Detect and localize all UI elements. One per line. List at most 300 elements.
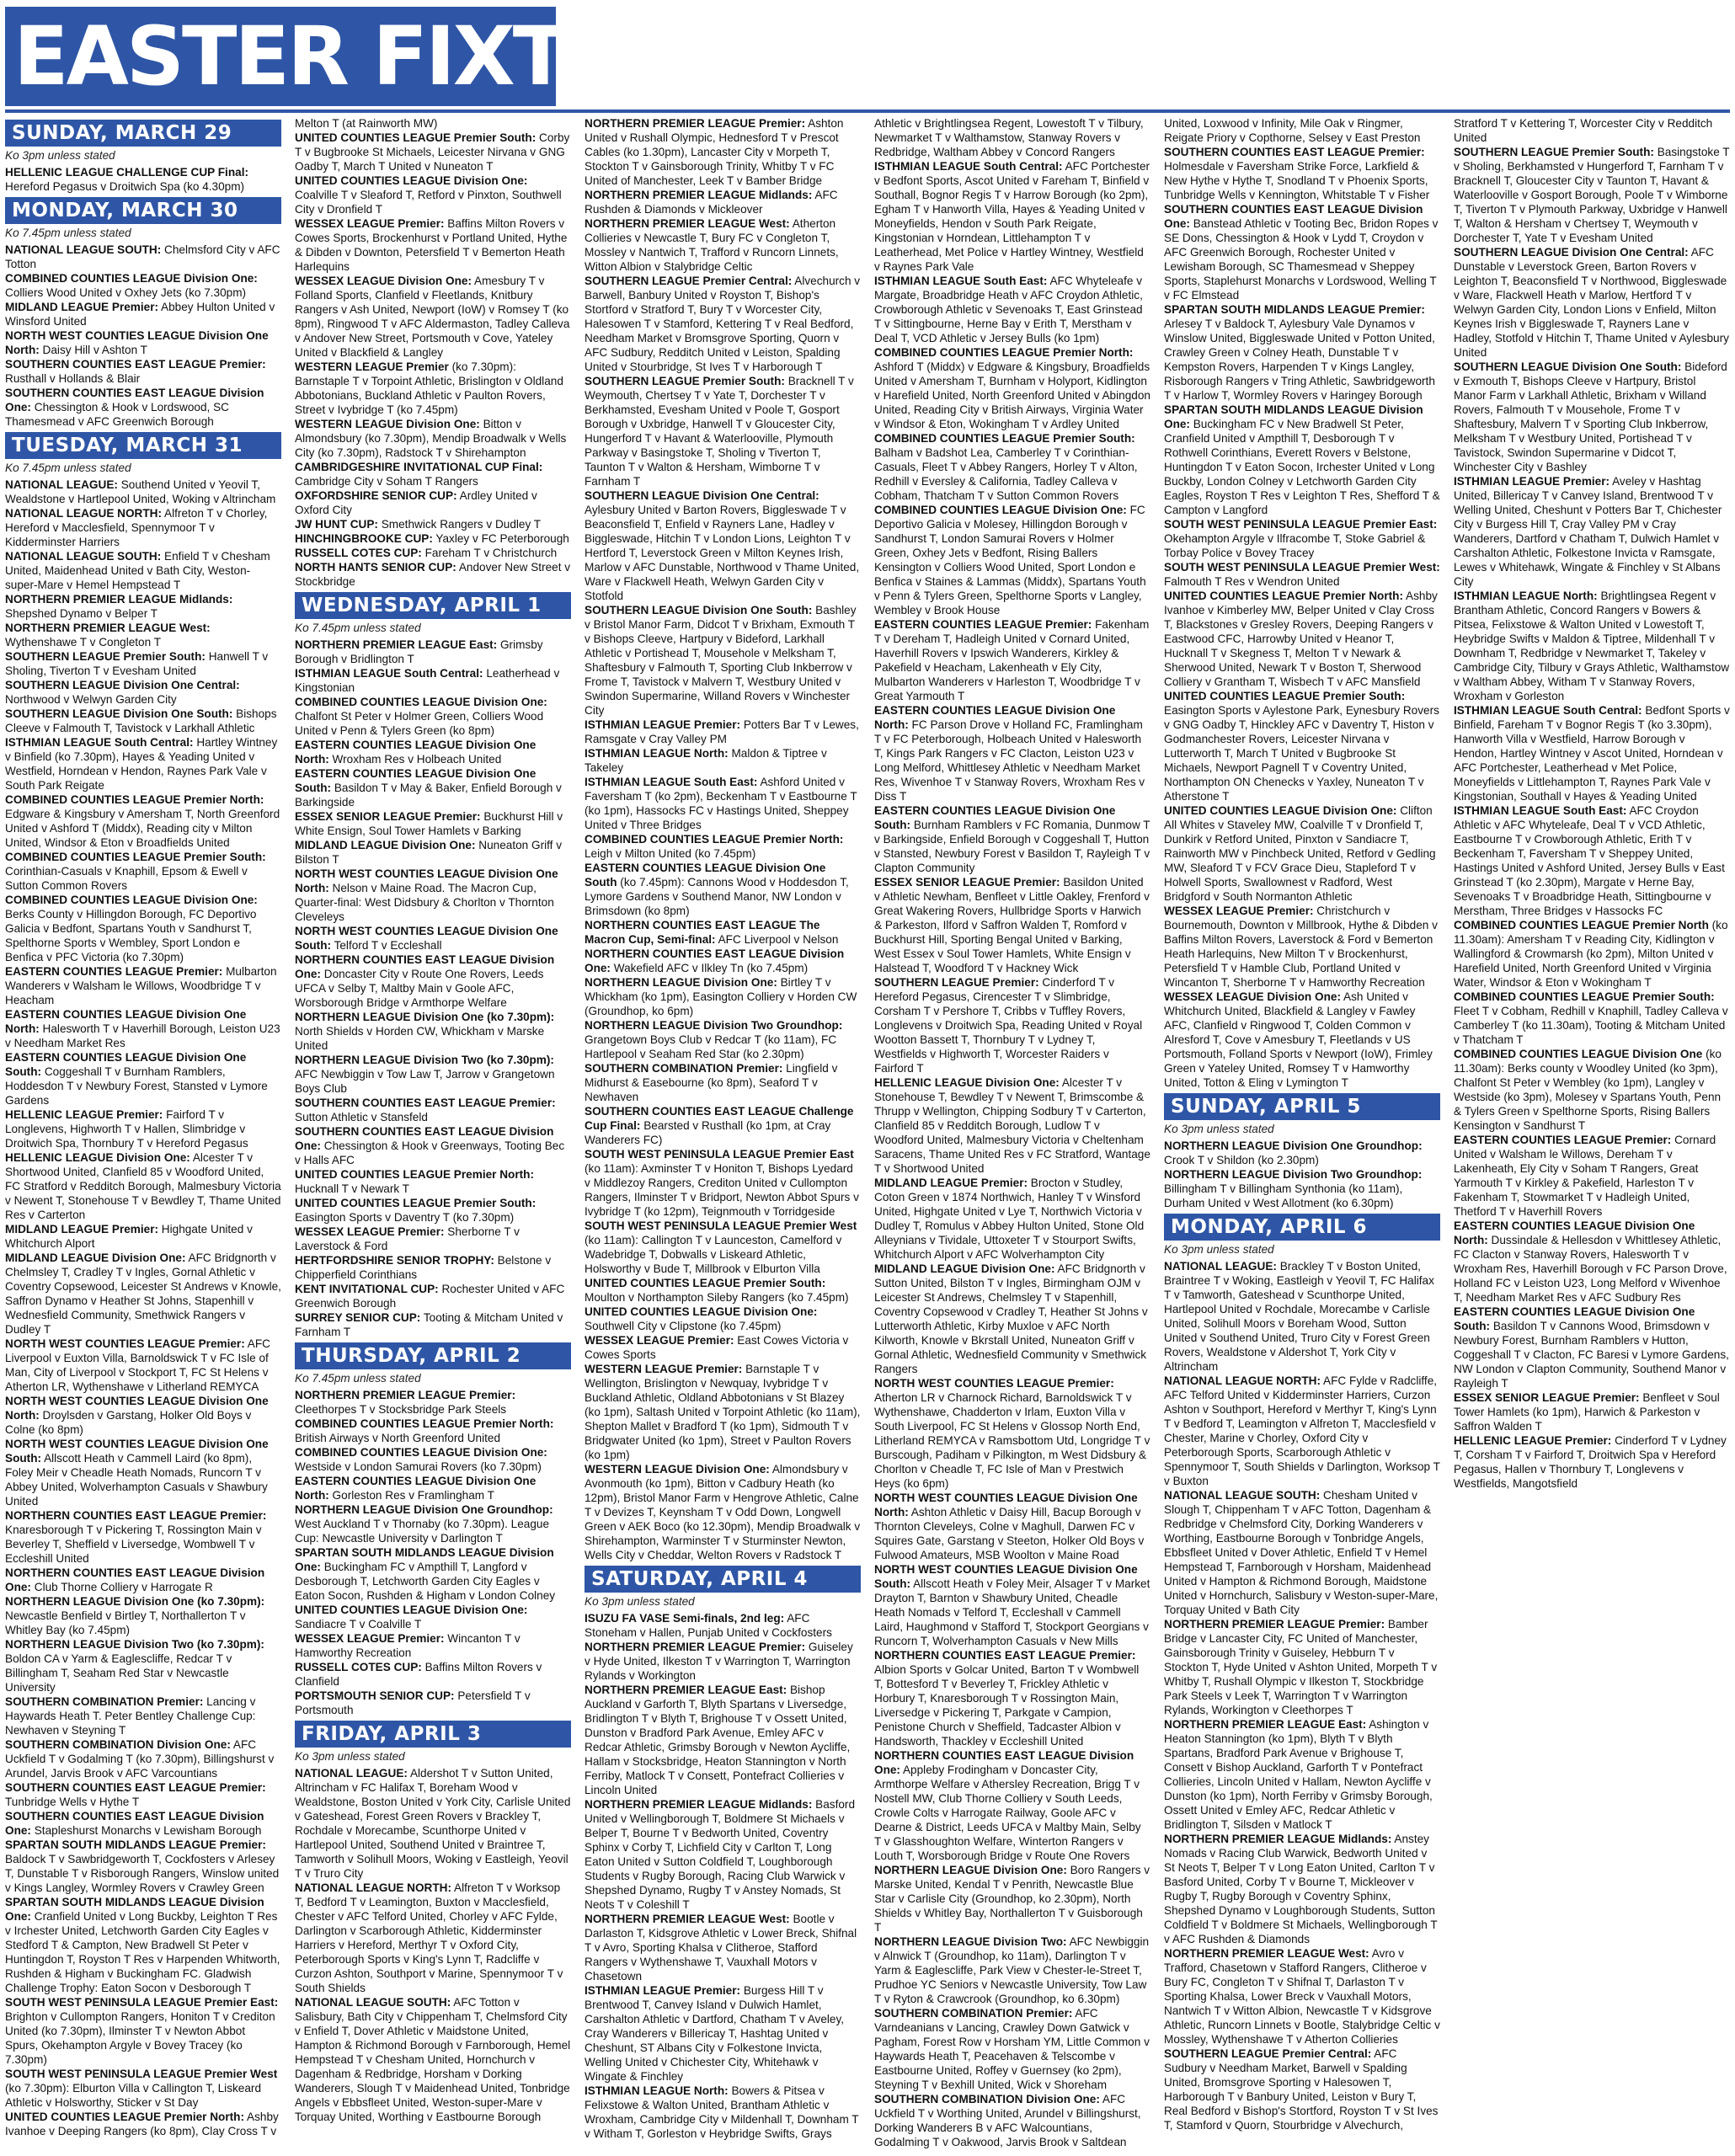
competition-name: NORTH WEST COUNTIES LEAGUE Division One North:: [874, 1492, 1138, 1518]
fixture-entry: [5, 549, 281, 592]
fixture-matches: Bishop Auckland v Garforth T, Blyth Spartans v Liversedge, Bridlington T v Blyth T, Brighouse T v Ossett United, Dunston v Bradford Park Avenue, Emley AFC v Redcar Athletic, Grimsby Borough v Newton Aycliffe, Hallam v Stocksbridge, Heaton Stannington v North Ferriby, Matlock T v Consett, Pontefract Collieries v Lincoln United: [585, 1684, 851, 1796]
competition-name: NORTHERN LEAGUE Division Two (ko 7.30pm):: [5, 1638, 264, 1651]
fixture-matches: Belstone v Chipperfield Corinthians: [295, 1254, 552, 1281]
fixture-matches: Brocton v Studley, Coton Green v 1874 Northwich, Hanley T v Winsford United, Highgate United v Lye T, Northwich Victoria v Dudley T, Romulus v Abbey Hulton United, Stone Old Alleynians v Tividale, Uttoxeter T v Stourport Swifts, Whitchurch Alport v AFC Wolverhampton City: [874, 1177, 1145, 1261]
fixture-matches: Clifton All Whites v Staveley MW, Coalville T v Dronfield T, Dunkirk v Retford United, Pinxton v Sandiacre T, Rainworth MW v Pinchbeck United, Retford v Gedling MW, Sleaford T v FCV Grace Dieu, Stapleford T v Holwell Sports, Swallownest v Radford, West Bridgford v South Normanton Athletic: [1164, 804, 1436, 903]
fixture-matches: Basford United v Wellingborough T, Boldmere St Michaels v Belper T, Bourne T v Bedworth United, Coventry Sphinx v Corby T, Lichfield City v Carlton T, Long Eaton United v Sutton Coldfield T, Loughborough Students v Rugby Borough, Racing Club Warwick v Shepshed Dynamo, Rugby T v Anstey Nomads, St Neots T v Coleshill T: [585, 1798, 855, 1911]
fixture-matches: (ko 7.30pm): Elburton Villa v Callington T, Liskeard Athletic v Holsworthy, Sticker v St Day: [5, 2082, 261, 2109]
fixture-entry: [1454, 245, 1730, 360]
competition-name: NORTH WEST COUNTIES LEAGUE Division One South:: [295, 925, 558, 952]
fixture-matches: Buckhurst Hill v White Ensign, Soul Tower Hamlets v Barking: [295, 810, 563, 837]
fixture-entry: [1454, 990, 1730, 1047]
competition-name: OXFORDSHIRE SENIOR CUP:: [295, 489, 457, 502]
competition-name: MIDLAND LEAGUE Division One:: [874, 1262, 1055, 1275]
fixture-entry: [1164, 1832, 1440, 1946]
fixture-matches: Chessington & Hook v Greenways, Tooting Bec v Halls AFC: [295, 1139, 565, 1166]
competition-name: NORTHERN LEAGUE Division One (ko 7.30pm):: [5, 1595, 265, 1608]
fixture-entry: [874, 1648, 1150, 1748]
day-header: FRIDAY, APRIL 3: [295, 1721, 571, 1748]
fixture-entry: [5, 1594, 281, 1637]
fixture-entry: [874, 159, 1150, 274]
fixture-entry: [295, 1474, 571, 1502]
fixture-matches: Yaxley v FC Peterborough: [432, 532, 569, 545]
fixture-matches: Chesham United v Slough T, Chippenham T v AFC Totton, Dagenham & Redbridge v Chelmsford City, Dorking Wanderers v Worthing, Eastbourne Borough v Tonbridge Angels, Ebbsfleet United v Dover Athletic, Enfield T v Hemel Hempstead T, Farnborough v Horsham, Maidenhead United v Hampton & Richmond Borough, Maidstone United v Hornchurch, Salisbury v Weston-super-Mare, Torquay United v Bath City: [1164, 1489, 1439, 1616]
fixture-matches: Fleet T v Cobham, Redhill v Knaphill, Tadley Calleva v Camberley T (ko 11.30am), Tooting & Mitcham United v Thatcham T: [1454, 1005, 1728, 1046]
fixture-entry: [295, 867, 571, 924]
fixture-entry: [585, 216, 861, 274]
fixture-entry: [5, 1222, 281, 1251]
competition-name: NORTHERN PREMIER LEAGUE Premier:: [295, 1389, 516, 1401]
fixture-matches: Southend United v Yeovil T, Wealdstone v Hartlepool United, Woking v Altrincham: [5, 478, 276, 505]
fixture-entry: [874, 345, 1150, 431]
kickoff-note: Ko 3pm unless stated: [1164, 1123, 1274, 1135]
fixture-matches: Bamber Bridge v Lancaster City, FC United of Manchester, Gainsborough Trinity v Guiseley, Hebburn T v Stockton T, Hyde United v Ashton United, Morpeth T v Whitby T, Rushall Olympic v Ilkeston T, Stockbridge Park Steels v Leek T, Warrington T v Warrington Rylands, Workington v Cleethorpes T: [1164, 1618, 1438, 1716]
fixture-matches: Club Thorne Colliery v Harrogate R: [30, 1581, 213, 1593]
competition-name: NATIONAL LEAGUE NORTH:: [295, 1881, 452, 1894]
fixture-entry: [1454, 918, 1730, 990]
competition-name: NORTHERN PREMIER LEAGUE East:: [295, 638, 498, 651]
fixture-entry: [5, 271, 281, 300]
competition-name: SOUTH WEST PENINSULA LEAGUE Premier West: [5, 2068, 278, 2080]
fixture-matches: Nuneaton Griff v Bilston T: [295, 839, 563, 866]
competition-name: NORTHERN COUNTIES EAST LEAGUE Premier:: [874, 1649, 1136, 1662]
competition-name: MIDLAND LEAGUE Division One:: [5, 1251, 186, 1264]
fixture-matches: Amesbury T v Folland Sports, Clanfield v Fleetlands, Knitbury Rangers v Ash United, Newport (IoW) v Romsey T (ko 8pm), Ringwood T v AFC Aldermaston, Tadley Calleva v Andover New Street, Portsmouth v Cove, Yateley United v Blackfield & Langley: [295, 275, 570, 359]
fixture-entry: [1454, 1390, 1730, 1433]
fixture-matches: FC Deportivo Galicia v Molesey, Hillingdon Borough v Sandhurst T, London Samurai Rovers v Holmer Green, Oxhey Jets v Bedfont, Rising Ballers Kensington v Colliers Wood United, Sport London e Benfica v Staines & Lammas (Middx), Spartans Youth v Penn & Tylers Green, Spelthorne Sports v Langley, Wembley v Brook House: [874, 504, 1146, 616]
fixture-entry: [5, 1566, 281, 1594]
fixture-entry: [295, 274, 571, 360]
competition-name: SOUTHERN COMBINATION Premier:: [874, 2007, 1073, 2020]
fixture-entry: [5, 621, 281, 649]
competition-name: NORTHERN COUNTIES EAST LEAGUE Division One:: [874, 1749, 1134, 1776]
fixture-entry: [874, 1748, 1150, 1863]
fixture-matches: Bootle v Darlaston T, Kidsgrove Athletic v Lower Breck, Shifnal T v Avro, Sporting Khalsa v Clitheroe, Stafford Rangers v Wythenshawe T, Vauxhall Motors v Chasetown: [585, 1913, 857, 1983]
fixture-matches: Tunbridge Wells v Hythe T: [5, 1796, 140, 1808]
fixture-entry: [5, 478, 281, 506]
fixture-matches: Smethwick Rangers v Dudley T: [377, 518, 542, 531]
competition-name: SOUTHERN LEAGUE Premier:: [874, 976, 1039, 989]
competition-name: SOUTHERN LEAGUE Division One South:: [585, 604, 813, 616]
fixture-entry: [295, 1445, 571, 1474]
fixture-matches: Bowers & Pitsea v Felixstowe & Walton United, Brantham Athletic v Wroxham, Cambridge City v Mildenhall T, Downham T v Witham T, Gorleston v Heybridge Swifts, Grays Athletic v Brightlingsea Regent, Lowestoft T v Tilbury, Newmarket T v Walthamstow, Stanway Rovers v Redbridge, Waltham Abbey v Concord Rangers: [585, 117, 1144, 2140]
fixture-matches: Daisy Hill v Ashton T: [39, 344, 147, 356]
competition-name: UNITED COUNTIES LEAGUE Premier South:: [585, 1277, 826, 1289]
competition-name: SOUTHERN COUNTIES EAST LEAGUE Premier:: [1164, 146, 1425, 158]
fixture-entry: [5, 592, 281, 621]
fixture-entry: [295, 1196, 571, 1225]
competition-name: SOUTH WEST PENINSULA LEAGUE Premier East: [585, 1148, 854, 1161]
competition-name: WESSEX LEAGUE Division One:: [1164, 990, 1341, 1003]
competition-name: ESSEX SENIOR LEAGUE Premier:: [1454, 1391, 1640, 1404]
fixture-entry: [295, 638, 571, 666]
fixture-matches: Atherton Collieries v Newcastle T, Bury FC v Congleton T, Mossley v Nantwich T, Trafford v Runcorn Linnets, Witton Albion v Stalybridge Celtic: [585, 217, 839, 273]
competition-name: HERTFORDSHIRE SENIOR TROPHY:: [295, 1254, 494, 1267]
fixture-entry: [585, 746, 861, 775]
competition-name: NATIONAL LEAGUE SOUTH:: [295, 1996, 451, 2009]
fixture-entry: [5, 1780, 281, 1809]
fixture-matches: Easington Sports v Daventry T (ko 7.30pm): [295, 1211, 515, 1224]
competition-name: NORTHERN PREMIER LEAGUE West:: [585, 217, 790, 230]
competition-name: SPARTAN SOUTH MIDLANDS LEAGUE Premier:: [1164, 303, 1425, 316]
fixture-entry: [5, 1050, 281, 1107]
competition-name: ISTHMIAN LEAGUE South East:: [585, 776, 758, 788]
fixture-matches: Coalville T v Sleaford T, Retford v Pinxton, Southwell City v Dronfield T: [295, 189, 562, 216]
competition-name: UNITED COUNTIES LEAGUE Premier North:: [295, 1168, 534, 1181]
fixture-matches: Hucknall T v Newark T: [295, 1182, 409, 1195]
competition-name: HELLENIC LEAGUE Premier:: [1454, 1434, 1612, 1447]
competition-name: SOUTHERN LEAGUE Division One South:: [1454, 360, 1682, 373]
competition-name: WESSEX LEAGUE Premier:: [295, 1225, 445, 1238]
fixture-matches: Rochester United v AFC Greenwich Borough: [295, 1283, 565, 1310]
competition-name: COMBINED COUNTIES LEAGUE Premier North:: [295, 1417, 554, 1430]
fixture-entry: [585, 374, 861, 488]
competition-name: HELLENIC LEAGUE Division One:: [5, 1151, 190, 1164]
fixture-matches: Cornard United v Walsham le Willows, Dereham T v Lakenheath, Ely City v Soham T Rangers, Great Yarmouth T v Kirkley & Pakefield, Harleston T v Fakenham T, Stowmarket T v Hadleigh United, Thetford T v Haverhill Rovers: [1454, 1134, 1716, 1218]
fixture-matches: (ko 11am): Axminster T v Honiton T, Bishops Lyedard v Middlezoy Rangers, Crediton United v Cullompton Rangers, Ilminster T v Bridport, Newton Abbot Spurs v Ivybridge T (ko 12pm), Teignmouth v Torridgeside: [585, 1162, 859, 1218]
fixture-matches: FC Parson Drove v Holland FC, Framlingham T v FC Peterborough, Holbeach United v Halesworth T, Kings Park Rangers v FC Clacton, Leiston U23 v Long Melford, Whittlesey Athletic v Needham Market Res, Wivenhoe T v Stanway Rovers, Wroxham Res v Diss T: [874, 718, 1145, 803]
competition-name: NORTHERN PREMIER LEAGUE Premier:: [1164, 1618, 1385, 1630]
competition-name: ISTHMIAN LEAGUE North:: [585, 747, 729, 760]
competition-name: NORTHERN LEAGUE Division One:: [874, 1864, 1067, 1876]
competition-name: ISTHMIAN LEAGUE South Central:: [5, 736, 194, 749]
competition-name: SOUTH WEST PENINSULA LEAGUE Premier West:: [1164, 561, 1440, 574]
competition-name: NORTH WEST COUNTIES LEAGUE Division One South:: [874, 1563, 1138, 1590]
fixture-entry: [1164, 1488, 1440, 1617]
fixture-matches: Billingham T v Billingham Synthonia (ko 11am), Durham United v West Allotment (ko 6.30pm): [1164, 1182, 1403, 1209]
fixture-matches: AFC Rushden & Diamonds v Mickleover: [585, 189, 838, 216]
fixture-matches: AFC Newbiggin v Alnwick T (Groundhop, ko 11am), Darlington T v Yarm & Eaglescliffe, Park View v Chester-le-Street T, Prudhoe YC Seniors v Newcastle University, Tow Law T v Ryton & Crawcrook (Groundhop, ko 6.30pm): [874, 1935, 1150, 2005]
fixture-entry: [585, 1983, 861, 2084]
competition-name: ISUZU FA VASE Semi-finals, 2nd leg:: [585, 1612, 785, 1625]
competition-name: NORTHERN COUNTIES EAST LEAGUE Division One:: [295, 953, 555, 980]
fixture-entry: [295, 1096, 571, 1124]
kickoff-note: Ko 7.45pm unless stated: [5, 227, 131, 239]
competition-name: EASTERN COUNTIES LEAGUE Division One South:: [1454, 1305, 1695, 1332]
fixture-matches: Cinderford T v Lydney T, Corsham T v Fairford T, Droitwich Spa v Hereford Pegasus, Hallen v Thornbury T, Longlevens v Westfields, Mangotsfield: [1454, 1434, 1727, 1490]
competition-name: SOUTHERN LEAGUE Premier South:: [5, 650, 206, 663]
fixture-matches: Doncaster City v Route One Rovers, Leeds UFCA v Selby T, Maltby Main v Goole AFC, Worsborough Bridge v Armthorpe Welfare: [295, 968, 544, 1009]
competition-name: MIDLAND LEAGUE Premier:: [5, 301, 159, 313]
fixture-entry: [295, 1545, 571, 1603]
fixture-entry: [295, 809, 571, 838]
competition-name: COMBINED COUNTIES LEAGUE Premier North:: [5, 793, 264, 806]
fixture-matches: Aylesbury United v Barton Rovers, Biggleswade T v Beaconsfield T, Enfield v Rayners Lane, Hadley v Biggleswade, Hitchin T v London Lions, Leighton T v Hertford T, Leverstock Green v Milton Keynes Irish, Marlow v AFC Dunstable, Northwood v Thame United, Ware v Flackwell Heath, Welwyn Garden City v Stotfold: [585, 504, 860, 602]
kickoff-note: Ko 3pm unless stated: [295, 1750, 405, 1763]
fixture-entry: [1164, 904, 1440, 990]
competition-name: SOUTH WEST PENINSULA LEAGUE Premier East:: [1164, 518, 1438, 531]
fixture-entry: [295, 131, 571, 173]
competition-name: ISTHMIAN LEAGUE Premier:: [585, 1984, 741, 1997]
fixture-entry: [295, 517, 571, 531]
fixture-matches: Bearsted v Rusthall (ko 1pm, at Cray Wanderers FC): [585, 1119, 831, 1146]
fixture-entry: [295, 1253, 571, 1282]
competition-name: HELLENIC LEAGUE Division One:: [874, 1076, 1060, 1089]
fixture-entry: [5, 1437, 281, 1508]
fixture-matches: Fairford T v Longlevens, Highworth T v Hallen, Slimbridge v Droitwich Spa, Thornbury T v Hereford Pegasus: [5, 1108, 248, 1150]
fixture-matches: Bashley v Bristol Manor Farm, Didcot T v Brixham, Exmouth T v Bishops Cleeve, Hartpury v Bideford, Larkhall Athletic v Portishead T, Mousehole v Melksham T, Shaftesbury v Falmouth T, Sporting Club Inkberrow v Frome T, Tavistock v Malvern T, Westbury United v Swindon Supermarine, Willand Rovers v Winchester City: [585, 604, 857, 717]
fixture-entry: [5, 1007, 281, 1050]
competition-name: NATIONAL LEAGUE NORTH:: [5, 507, 163, 520]
fixture-matches: AFC Uckfield T v Worthing United, Arundel v Billingshurst, Dorking Wanderers B v AFC Walcountians, Godalming T v Oakwood, Jarvis Brook v Saltdean United, Loxwood v Infinity, Mile Oak v Ringmer, Reigate Priory v Copthorne, Selsey v East Preston: [874, 117, 1421, 2148]
competition-name: SOUTHERN LEAGUE Premier Central:: [1164, 2047, 1372, 2060]
fixture-entry: [585, 488, 861, 603]
fixture-matches: Stapleshurst Monarchs v Lewisham Borough: [30, 1824, 262, 1837]
day-header: MONDAY, APRIL 6: [1164, 1214, 1440, 1241]
competition-name: NORTHERN PREMIER LEAGUE West:: [5, 622, 211, 634]
fixture-entry: [295, 1766, 571, 1881]
fixture-matches: Ashford United v Faversham T (ko 2pm), Beckenham T v Eastbourne T (ko 1pm), Hassocks FC v Hastings United, Sheppey United v Three Bridges: [585, 776, 857, 831]
competition-name: NORTH WEST COUNTIES LEAGUE Division One South:: [5, 1438, 269, 1465]
fixture-entry: [295, 1417, 571, 1445]
fixture-entry: [1164, 1259, 1440, 1374]
fixture-entry: [585, 603, 861, 718]
competition-name: NORTHERN LEAGUE Division One:: [585, 976, 777, 989]
fixture-matches: AFC Liverpool v Euxton Villa, Barnoldswick T v FC Isle of Man, City of Liverpool v Stockport T, FC St Helens v Atherton LR, Wythenshawe v Litherland REMYCA: [5, 1337, 270, 1393]
fixture-entry: [295, 1010, 571, 1053]
competition-name: NORTHERN PREMIER LEAGUE Premier:: [585, 1641, 806, 1653]
fixture-matches: AFC Portchester v Bedfont Sports, Ascot United v Fareham T, Binfield v Southall, Bognor Regis T v Harrow Borough (ko 2pm), Egham T v Hanworth Villa, Hayes & Yeading United v Moneyfields, Hendon v South Park Reigate, Kingstonian v Horndean, Littlehampton T v Leatherhead, Met Police v Hartley Wintney, Westfield v Raynes Park Vale: [874, 160, 1150, 273]
fixture-entry: [874, 1863, 1150, 1935]
fixture-entry: [1164, 1139, 1440, 1167]
competition-name: ISTHMIAN LEAGUE North:: [585, 2084, 729, 2097]
fixture-entry: [585, 718, 861, 746]
fixtures-columns: [5, 116, 1730, 2151]
fixture-matches: Cranfield United v Long Buckby, Leighton T Res v Irchester United, Letchworth Garden City Eagles v Stedford T & Campton, New Bradwell St Peter v Huntingdon T, Royston T Res v Harpenden Whitworth, Rushden & Higham v Buckingham FC. Gladwish Challenge Trophy: Eaton Socon v Desborough T: [5, 1910, 280, 1994]
fixture-entry: [5, 735, 281, 792]
fixture-matches: Wroxham Res v Holbeach United: [328, 753, 502, 766]
fixture-matches: North Shields v Horden CW, Whickham v Marske United: [295, 1025, 545, 1052]
fixture-matches: Sutton Athletic v Stansfeld: [295, 1111, 428, 1123]
fixture-entry: [295, 460, 571, 488]
fixture-entry: [585, 1333, 861, 1362]
fixture-entry: [585, 1362, 861, 1462]
fixture-entry: [585, 1797, 861, 1912]
competition-name: SOUTHERN LEAGUE Premier South:: [1454, 146, 1654, 158]
fixture-matches: Lingfield v Midhurst & Easebourne (ko 8pm), Seaford T v Newhaven: [585, 1062, 838, 1103]
fixture-entry: [585, 1219, 861, 1276]
fixture-matches: Cleethorpes T v Stocksbridge Park Steels: [295, 1403, 507, 1416]
competition-name: SOUTHERN COUNTIES EAST LEAGUE Division One:: [295, 1125, 554, 1152]
competition-name: NORTHERN COUNTIES EAST LEAGUE Division One:: [585, 947, 845, 974]
fixture-entry: [295, 838, 571, 867]
competition-name: EASTERN COUNTIES LEAGUE Division One North:: [1454, 1219, 1695, 1246]
competition-name: NORTHERN PREMIER LEAGUE Midlands:: [5, 593, 233, 606]
fixture-entry: [585, 1061, 861, 1104]
fixture-matches: Highgate United v Whitchurch Alport: [5, 1223, 253, 1250]
fixture-entry: [1454, 703, 1730, 803]
fixture-entry: [5, 850, 281, 893]
fixture-matches: Leigh v Milton United (ko 7.45pm): [585, 847, 756, 860]
competition-name: SOUTHERN COMBINATION Premier:: [5, 1695, 204, 1708]
fixture-entry: [585, 832, 861, 861]
fixture-matches: Wakefield AFC v Ilkley Tn (ko 7.45pm): [610, 962, 809, 974]
fixture-entry: [295, 173, 571, 216]
fixture-entry: [1164, 1717, 1440, 1832]
fixture-matches: Cinderford T v Hereford Pegasus, Cirencester T v Slimbridge, Corsham T v Pershore T, Cribbs v Tuffley Rovers, Longlevens v Droitwich Spa, Reading United v Royal Wootton Bassett T, Thornbury T v Lydney T, Westfields v Highworth T, Worcester Raiders v Fairford T: [874, 976, 1143, 1075]
competition-name: EASTERN COUNTIES LEAGUE Division One South:: [295, 767, 537, 794]
fixture-entry: [5, 386, 281, 429]
fixture-matches: Baffins Milton Rovers v Cowes Sports, Brockenhurst v Portland United, Hythe & Dibden v Downton, Petersfield T v Bemerton Heath Harlequins: [295, 217, 568, 273]
fixture-matches: Arlesey T v Baldock T, Aylesbury Vale Dynamos v Winslow United, Biggleswade United v Potton United, Crawley Green v Colney Heath, Dunstable T v Kempston Rovers, Harpenden T v Kings Langley, Risborough Rangers v Tring Athletic, Sawbridgeworth T v Harlow T, Wormley Rovers v Haringey Borough: [1164, 318, 1435, 402]
kickoff-note: Ko 3pm unless stated: [1164, 1243, 1274, 1256]
fixture-matches: Bedfont Sports v Binfield, Fareham T v Bognor Regis T (ko 3.30pm), Hanworth Villa v Westfield, Harrow Borough v Hendon, Hartley Wintney v Ascot United, Horndean v AFC Portchester, Leatherhead v Met Police, Moneyfields v Littlehampton T, Raynes Park Vale v Kingstonian, Southall v Hayes & Yeading United: [1454, 704, 1730, 803]
competition-name: ISTHMIAN LEAGUE South East:: [1454, 804, 1627, 817]
fixture-entry: [585, 1912, 861, 1983]
fixture-entry: [295, 560, 571, 589]
fixture-matches: (ko 7.45pm): Cannons Wood v Hoddesdon T, Lymore Gardens v Southend Manor, NW London v Brimsdown (ko 8pm): [585, 876, 849, 917]
fixture-matches: Grangetown Boys Club v Redcar T (ko 11am), FC Hartlepool v Seaham Red Star (ko 2.30pm): [585, 1033, 837, 1060]
fixture-entry: [874, 1935, 1150, 2006]
fixture-matches: Bishops Cleeve v Falmouth T, Tavistock v Larkhall Athletic: [5, 707, 277, 734]
fixture-matches: AFC Fylde v Radcliffe, AFC Telford United v Kidderminster Harriers, Curzon Ashton v Southport, Hereford v Merthyr T, King's Lynn T v Bedford T, Leamington v Alfreton T, Macclesfield v Chester, Marine v Chorley, Oxford City v Peterborough Sports, Scarborough Athletic v Spennymoor T, South Shields v Darlington, Worksop T v Buxton: [1164, 1374, 1440, 1487]
fixture-entry: [295, 953, 571, 1010]
fixture-entry: [5, 1107, 281, 1150]
competition-name: COMBINED COUNTIES LEAGUE Premier South:: [1454, 990, 1715, 1003]
fixture-matches: Ashby Ivanhoe v Kimberley MW, Belper United v Clay Cross T, Blackstones v Gresley Rovers, Deeping Rangers v Eastwood CFC, Harrowby United v Heanor T, Hucknall T v Skegness T, Melton T v Newark & Sherwood United, Newark T v Boston T, Sherwood Colliery v Grantham T, Wisbech T v AFC Mansfield: [1164, 590, 1438, 688]
competition-name: EASTERN COUNTIES LEAGUE Division One South:: [5, 1051, 247, 1078]
fixture-entry: [295, 360, 571, 417]
competition-name: EASTERN COUNTIES LEAGUE Division One North:: [295, 739, 537, 766]
competition-name: ISTHMIAN LEAGUE Premier:: [1454, 475, 1610, 488]
fixture-entry: [585, 1611, 861, 1640]
competition-name: ISTHMIAN LEAGUE South Central:: [874, 160, 1063, 173]
competition-name: NORTHERN COUNTIES EAST LEAGUE The Macron Cup, Semi-final:: [585, 919, 820, 946]
fixture-matches: Gorleston Res v Framlingham T: [328, 1489, 494, 1502]
fixture-entry: [5, 964, 281, 1007]
fixture-matches: AFC Sudbury v Needham Market, Barwell v Spalding United, Bromsgrove Sporting v Halesowen T, Harborough T v Banbury United, Leiston v Bury T, Real Bedford v Bishop's Stortford, Royston T v St Ives T, Stamford v Quorn, Stourbridge v Alvechurch, Stratford T v Kettering T, Worcester City v Redditch United: [1164, 117, 1713, 2132]
fixture-matches: AFC Bridgnorth v Sutton United, Bilston T v Ingles, Birmingham OJM v Leicester St Andrews, Chelmsley T v Stapenhill, Coventry Copsewood v Cradley T, Heather St Johns v Lutterworth Athletic, Kirby Muxloe v AFC North Kilworth, Knowle v Bkrstall United, Nuneaton Griff v Gornal Athletic, Wednesfield Community v Smethwick Rangers: [874, 1262, 1148, 1375]
fixture-entry: [874, 1262, 1150, 1376]
competition-name: COMBINED COUNTIES LEAGUE Division One:: [295, 1446, 547, 1459]
fixture-matches: Barnstaple T v Wellington, Brislington v Newquay, Ivybridge T v Buckland Athletic, Oldland Abbotonians v St Blazey (ko 1pm), Saltash United v Torpoint Athletic (ko 11am), Shepton Mallet v Bradford T (ko 1pm), Sidmouth T v Bridgwater United (ko 1pm), Street v Paulton Rovers (ko 1pm): [585, 1363, 861, 1461]
fixture-matches: Basildon United v Athletic Newham, Benfleet v Little Oakley, Frenford v Great Wakering Rovers, Hullbridge Sports v Harwich & Parkeston, Ilford v Saffron Walden T, Romford v Buckhurst Hill, Sporting Bengal United v Barking, West Essex v Soul Tower Hamlets, White Ensign v Halstead T, Woodford T v Hackney Wick: [874, 876, 1150, 974]
fixture-matches: Corby T v Bugbrooke St Michaels, Leicester Nirvana v GNG Oadby T, March T United v Nuneaton T: [295, 131, 570, 173]
fixture-entry: [5, 707, 281, 735]
competition-name: SOUTHERN COUNTIES EAST LEAGUE Premier:: [295, 1097, 556, 1109]
fixture-matches: Basildon T v Cannons Wood, Brimsdown v Newbury Forest, Burnham Ramblers v Hutton, Coggeshall T v Clacton, FC Baresi v Lymore Gardens, NW London v Clapton Community, Southend Manor v Rayleigh T: [1454, 1320, 1729, 1390]
competition-name: EASTERN COUNTIES LEAGUE Division One North:: [874, 704, 1116, 731]
competition-name: UNITED COUNTIES LEAGUE Division One:: [585, 1305, 818, 1318]
competition-name: NORTHERN PREMIER LEAGUE Premier:: [585, 117, 806, 130]
fixture-entry: [295, 924, 571, 953]
fixture-matches: Ashford T (Middx) v Edgware & Kingsbury, Broadfields United v Amersham T, Burnham v Holyport, Kidlington v Harefield United, North Greenford United v Abingdon United, Reading City v British Airways, Virginia Water v Windsor & Eton, Wokingham T v Ardley United: [874, 360, 1150, 430]
fixture-entry: [874, 1562, 1150, 1648]
competition-name: SOUTHERN LEAGUE Division One Central:: [1454, 246, 1689, 259]
fixture-entry: [5, 1394, 281, 1437]
competition-name: NATIONAL LEAGUE SOUTH:: [5, 550, 162, 563]
fixture-matches: Christchurch v Bournemouth, Downton v Millbrook, Hythe & Dibden v Baffins Milton Rovers, Laverstock & Ford v Bemerton Heath Harlequins, New Milton T v Brockenhurst, Petersfield T v Hamble Club, Portland United v Wincanton T, Sherborne T v Hamworthy Recreation: [1164, 905, 1438, 989]
fixture-matches: Falmouth T Res v Wendron United: [1164, 575, 1340, 588]
competition-name: HELLENIC LEAGUE CHALLENGE CUP Final:: [5, 166, 249, 179]
competition-name: NORTHERN PREMIER LEAGUE West:: [585, 1913, 790, 1925]
fixture-matches: Cambridge City v Soham T Rangers: [295, 475, 478, 488]
fixture-entry: [585, 274, 861, 374]
day-header: MONDAY, MARCH 30: [5, 197, 281, 224]
fixture-entry: [295, 666, 571, 695]
competition-name: NORTH WEST COUNTIES LEAGUE Premier:: [874, 1377, 1114, 1390]
fixture-entry: [585, 918, 861, 947]
fixture-entry: [874, 431, 1150, 503]
fixture-matches: Guiseley v Hyde United, Ilkeston T v Warrington T, Warrington Rylands v Workington: [585, 1641, 853, 1682]
fixture-entry: [295, 1282, 571, 1310]
competition-name: SOUTH WEST PENINSULA LEAGUE Premier West: [585, 1219, 857, 1232]
fixture-entry: [5, 300, 281, 328]
fixture-entry: [295, 1631, 571, 1660]
fixture-entry: [5, 1150, 281, 1222]
fixture-matches: Knaresborough T v Pickering T, Rossington Main v Beverley T, Sheffield v Liversedge, Wombwell T v Eccleshill United: [5, 1524, 262, 1565]
fixture-entry: [874, 274, 1150, 345]
competition-name: SOUTHERN COMBINATION Division One:: [874, 2093, 1100, 2105]
fixture-matches: Newcastle Benfield v Birtley T, Northallerton T v Whitley Bay (ko 7.45pm): [5, 1609, 246, 1636]
fixture-matches: Petersfield T v Portsmouth: [295, 1689, 531, 1716]
competition-name: COMBINED COUNTIES LEAGUE Division One:: [874, 504, 1127, 516]
fixture-entry: [874, 975, 1150, 1075]
fixture-matches: Brighton v Cullompton Rangers, Honiton T v Crediton United (ko 7.30pm), Ilminster T v Newton Abbot Spurs, Okehampton Argyle v Bovey Tracey (ko 7.30pm): [5, 2010, 275, 2066]
fixture-matches: Allscott Heath v Cammell Laird (ko 8pm), Foley Meir v Cheadle Heath Nomads, Runcorn T v Abbey United, Wolverhampton Casuals v Shawbury United: [5, 1452, 268, 1508]
competition-name: UNITED COUNTIES LEAGUE Division One:: [295, 1604, 528, 1616]
competition-name: PORTSMOUTH SENIOR CUP:: [295, 1689, 455, 1702]
competition-name: SOUTHERN LEAGUE Division One South:: [5, 707, 233, 720]
competition-name: NORTH HANTS SENIOR CUP:: [295, 561, 456, 574]
fixture-matches: (ko 11.30am): Amersham T v Reading City, Kidlington v Wallingford & Crowmarsh (ko 2pm), Milton United v Harefield United, North Greenford United v Virginia Water, Windsor & Eton v Wokingham T: [1454, 919, 1728, 989]
competition-name: SOUTHERN COUNTIES EAST LEAGUE Premier:: [5, 358, 266, 371]
kickoff-note: Ko 7.45pm unless stated: [295, 622, 421, 634]
fixture-matches: Hartley Wintney v Binfield (ko 7.30pm), Hayes & Yeading United v Westfield, Horndean v Hendon, Raynes Park Vale v South Park Reigate: [5, 736, 278, 792]
fixture-matches: Westside v London Samurai Rovers (ko 7.30pm): [295, 1460, 542, 1473]
fixture-matches: Okehampton Argyle v Ilfracombe T, Stoke Gabriel & Torbay Police v Bovey Tracey: [1164, 532, 1426, 559]
fixture-entry: [874, 1075, 1150, 1176]
competition-name: JW HUNT CUP:: [295, 518, 378, 531]
fixture-matches: Bideford v Exmouth T, Bishops Cleeve v Hartpury, Bristol Manor Farm v Larkhall Athletic, Brixham v Willand Rovers, Falmouth T v Mousehole, Frome T v Shaftesbury, Malvern T v Sporting Club Inkberrow, Melksham T v Westbury United, Portishead T v Tavistock, Swindon Supermarine v Didcot T, Winchester City v Bashley: [1454, 360, 1727, 473]
fixture-matches: Boldon CA v Yarm & Eaglescliffe, Redcar T v Billingham T, Seaham Red Star v Newcastle University: [5, 1652, 232, 1694]
fixture-entry: [295, 1995, 571, 2124]
fixture-entry: [1454, 360, 1730, 474]
fixture-entry: [1164, 1946, 1440, 2047]
page-title: EASTER FIXTURES: [5, 7, 556, 106]
fixture-entry: [874, 1176, 1150, 1262]
fixture-entry: [874, 875, 1150, 975]
competition-name: SPARTAN SOUTH MIDLANDS LEAGUE Division One:: [1164, 403, 1423, 430]
competition-name: RUSSELL COTES CUP:: [295, 547, 422, 559]
fixture-entry: [5, 1895, 281, 1995]
competition-name: SOUTHERN COUNTIES EAST LEAGUE Division One:: [5, 387, 264, 414]
competition-name: SOUTHERN COMBINATION Premier:: [585, 1062, 783, 1075]
fixture-entry: [5, 1337, 281, 1394]
fixture-entry: [5, 649, 281, 678]
competition-name: NATIONAL LEAGUE SOUTH:: [5, 243, 162, 256]
fixture-matches: Appleby Frodingham v Doncaster City, Armthorpe Welfare v Athersley Recreation, Brigg T v Nostell MW, Club Thorne Colliery v South Leeds, Crowle Colts v Harrogate Railway, Goole AFC v Dearne & District, Leeds UFCA v Maltby Main, Selby T v Glasshoughton Welfare, Winterton Rangers v Louth T, Worsborough Bridge v Route One Rovers: [874, 1764, 1141, 1862]
kickoff-note: Ko 3pm unless stated: [585, 1595, 695, 1608]
fixture-entry: [295, 738, 571, 766]
competition-name: UNITED COUNTIES LEAGUE Premier South:: [295, 131, 537, 144]
competition-name: ISTHMIAN LEAGUE South East:: [874, 275, 1048, 287]
fixture-entry: [585, 975, 861, 1018]
competition-name: KENT INVITATIONAL CUP:: [295, 1283, 439, 1295]
fixture-matches: Chalfont St Peter v Holmer Green, Colliers Wood United v Penn & Tylers Green (ko 8pm): [295, 710, 544, 737]
fixture-entry: [1164, 1374, 1440, 1488]
fixture-matches: Fakenham T v Dereham T, Hadleigh United v Cornard United, Haverhill Rovers v Ipswich Wanderers, Kirkley & Pakefield v Heacham, Lakenheath v Ely City, Mulbarton Wanderers v Harleston T, Woodbridge T v Great Yarmouth T: [874, 618, 1150, 702]
fixture-matches: Edgware & Kingsbury v Amersham T, North Greenford United v Ashford T (Middx), Reading city v Milton United, Windsor & Eton v Broadfields United: [5, 808, 280, 849]
fixture-entry: [585, 1276, 861, 1305]
fixture-matches: Bitton v Almondsbury (ko 7.30pm), Mendip Broadwalk v Wells City (ko 7.30pm), Radstock T v Shirehampton: [295, 418, 567, 459]
fixture-entry: [5, 1637, 281, 1694]
competition-name: EASTERN COUNTIES LEAGUE Premier:: [1454, 1134, 1672, 1146]
competition-name: MIDLAND LEAGUE Premier:: [874, 1177, 1028, 1189]
fixture-matches: Southwell City v Clipstone (ko 7.45pm): [585, 1320, 782, 1332]
fixture-matches: Maldon & Tiptree v Takeley: [585, 747, 827, 774]
fixture-matches: Chelmsford City v AFC Totton: [5, 243, 280, 270]
